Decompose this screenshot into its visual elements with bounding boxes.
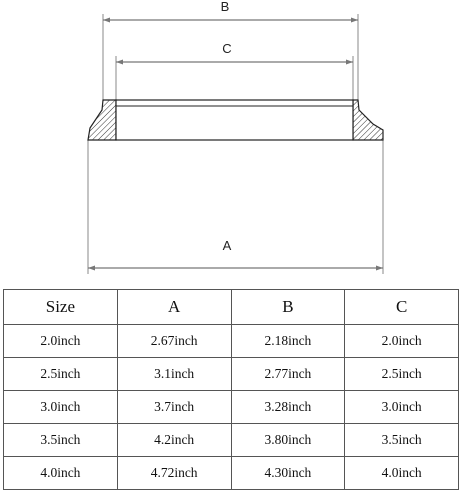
dimension-a-label: A <box>222 238 232 253</box>
cell-size: 3.5inch <box>4 424 118 457</box>
extension-lines <box>88 14 383 274</box>
cell-c: 2.0inch <box>345 325 459 358</box>
table-row <box>4 424 459 457</box>
cell-size: 4.0inch <box>4 457 118 490</box>
cell-c: 3.0inch <box>345 391 459 424</box>
cell-c: 4.0inch <box>345 457 459 490</box>
header-a: A <box>117 290 231 325</box>
dimension-c-label: C <box>222 41 232 56</box>
table-row <box>4 457 459 490</box>
header-c: C <box>345 290 459 325</box>
header-b: B <box>231 290 345 325</box>
cell-b: 4.30inch <box>231 457 345 490</box>
table-row <box>4 358 459 391</box>
cell-c: 2.5inch <box>345 358 459 391</box>
ferrule-profile <box>88 100 383 140</box>
dimension-b-label: B <box>220 0 230 14</box>
dimension-a <box>88 238 383 271</box>
cell-b: 2.77inch <box>231 358 345 391</box>
cell-b: 3.80inch <box>231 424 345 457</box>
header-size: Size <box>4 290 118 325</box>
size-spec-table <box>3 289 459 490</box>
cell-size: 3.0inch <box>4 391 118 424</box>
cell-a: 3.1inch <box>117 358 231 391</box>
cell-a: 4.72inch <box>117 457 231 490</box>
cell-a: 4.2inch <box>117 424 231 457</box>
dimension-b <box>103 0 358 23</box>
cell-b: 3.28inch <box>231 391 345 424</box>
table-row <box>4 391 459 424</box>
dimension-c <box>116 41 353 65</box>
table-row <box>4 325 459 358</box>
cell-b: 2.18inch <box>231 325 345 358</box>
cell-size: 2.5inch <box>4 358 118 391</box>
cell-a: 3.7inch <box>117 391 231 424</box>
table-header-row <box>4 290 459 325</box>
cell-a: 2.67inch <box>117 325 231 358</box>
cell-size: 2.0inch <box>4 325 118 358</box>
cell-c: 3.5inch <box>345 424 459 457</box>
